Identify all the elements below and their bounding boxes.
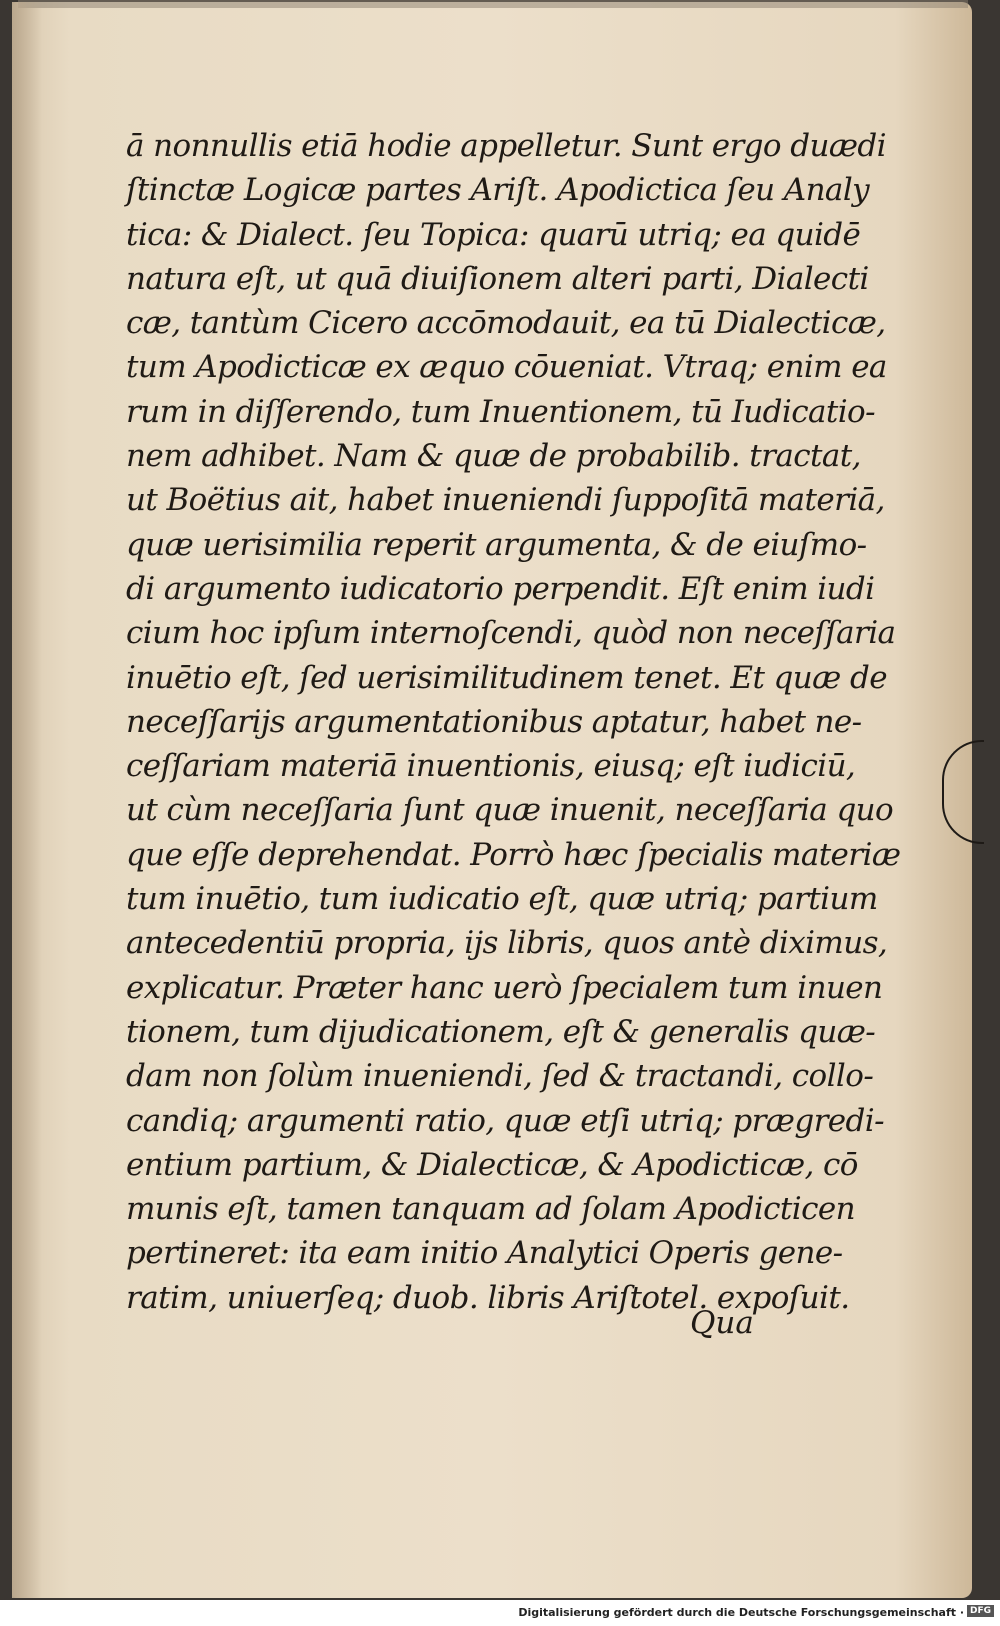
text-line: rum in diſſerendo, tum Inuentionem, tū Iudicatio- (126, 393, 875, 430)
text-line: ut Boëtius ait, habet inueniendi ſuppoſitā materiā, (126, 482, 885, 519)
dfg-logo: DFG (967, 1605, 994, 1617)
text-line: entium partium, & Dialecticæ, & Apodicticæ, cō (126, 1146, 858, 1183)
footer-bar (0, 1600, 1000, 1626)
page-gutter (12, 2, 42, 1598)
footer-credit: Digitalisierung gefördert durch die Deutsche Forschungsgemeinschaft · (518, 1606, 964, 1619)
text-line: tionem, tum dijudicationem, eſt & generalis quæ- (126, 1013, 876, 1050)
text-line: cium hoc ipſum internoſcendi, quòd non neceſſaria (126, 615, 896, 652)
text-line: neceſſarijs argumentationibus aptatur, habet ne- (126, 703, 862, 740)
text-line: candiq; argumenti ratio, quæ etſi utriq; prægredi- (126, 1102, 884, 1139)
text-line: ut cùm neceſſaria ſunt quæ inuenit, neceſſaria quo (126, 792, 894, 829)
text-line: tum inuētio, tum iudicatio eſt, quæ utriq; partium (126, 881, 878, 918)
text-line: natura eſt, ut quā diuiſionem alteri parti, Dialecti (126, 260, 869, 297)
text-line: di argumento iudicatorio perpendit. Eſt enim iudi (126, 570, 875, 607)
text-line: ā nonnullis etiā hodie appelletur. Sunt ergo duædi (126, 128, 886, 164)
text-line: explicatur. Præter hanc uerò ſpecialem tum inuen (126, 969, 883, 1006)
text-line: inuētio eſt, ſed uerisimilitudinem tenet. Et quæ de (126, 659, 887, 696)
text-line: nem adhibet. Nam & quæ de probabilib. tractat, (126, 438, 861, 475)
text-line: tum Apodicticæ ex æquo cōueniat. Vtraq; enim ea (126, 349, 887, 386)
text-line: munis eſt, tamen tanquam ad ſolam Apodicticen (126, 1191, 855, 1228)
text-line: antecedentiū propria, ijs libris, quos antè diximus, (126, 925, 888, 962)
text-line: ratim, uniuerſeq; duob. libris Ariſtotel. expoſuit. (126, 1279, 850, 1316)
body-text (126, 124, 901, 1320)
text-line: cæ, tantùm Cicero accōmodauit, ea tū Dialecticæ, (126, 305, 886, 342)
catchword: Qua (690, 1305, 754, 1341)
page-top-edge (18, 0, 968, 8)
text-line: tica: & Dialect. ſeu Topica: quarū utriq; ea quidē (126, 216, 861, 253)
text-line: ſtinctæ Logicæ partes Ariſt. Apodictica ſeu Analy (126, 172, 870, 209)
text-line: que eſſe deprehendat. Porrò hæc ſpecialis materiæ (126, 836, 901, 873)
text-line: quæ uerisimilia reperit argumenta, & de eiuſmo- (126, 526, 867, 563)
text-line: pertineret: ita eam initio Analytici Operis gene- (126, 1235, 843, 1272)
text-line: dam non ſolùm inueniendi, ſed & tractandi, collo- (126, 1058, 874, 1095)
text-line: ceſſariam materiā inuentionis, eiusq; eſt iudiciū, (126, 748, 856, 785)
